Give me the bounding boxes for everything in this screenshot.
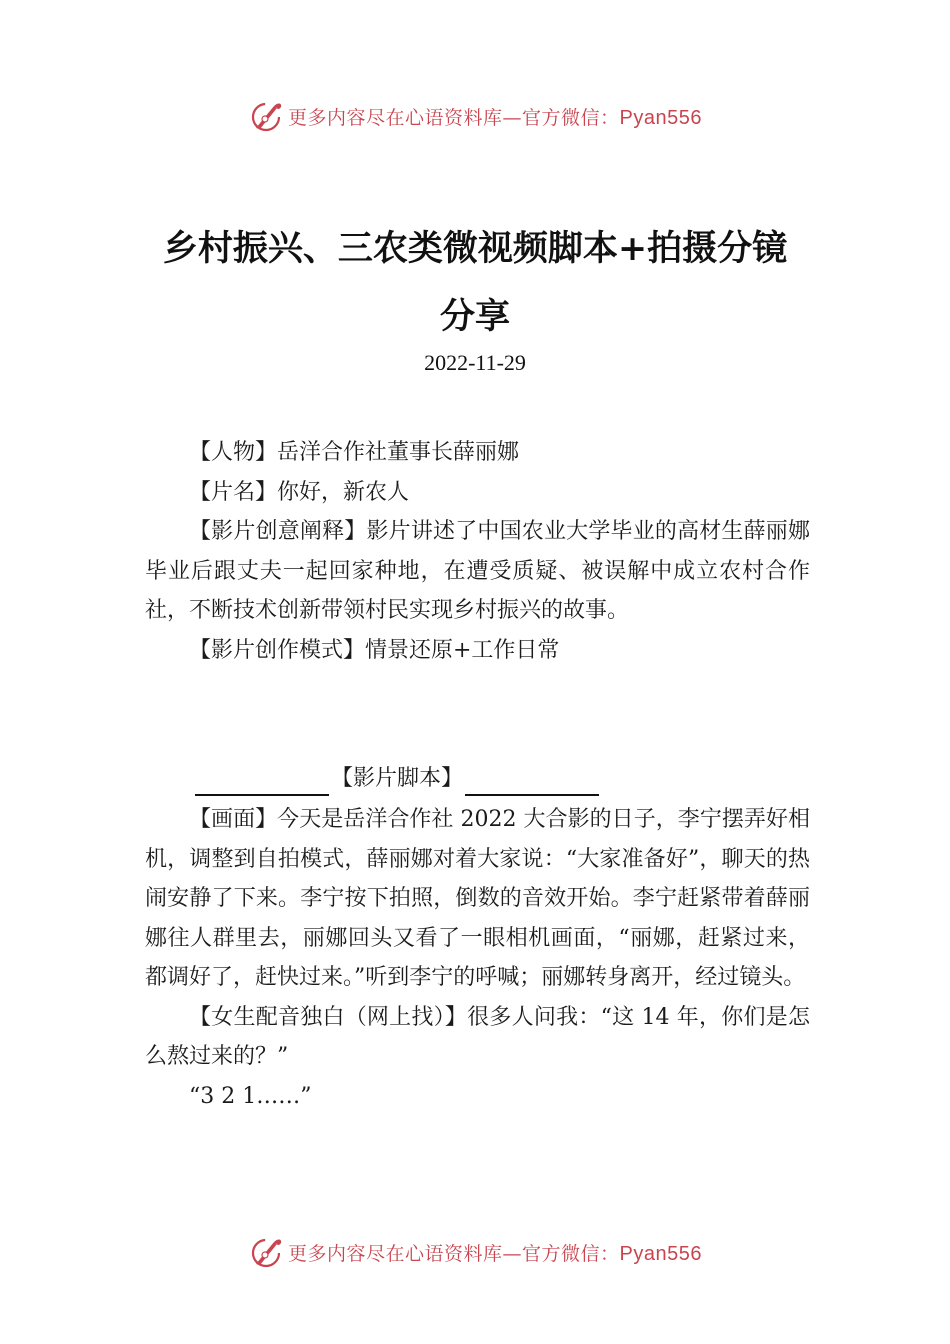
watermark-wechat-id: Pyan556 [619,1242,702,1265]
script-block [145,800,810,1116]
intro-creative-note: 【影片创意阐释】影片讲述了中国农业大学毕业的高材生薛丽娜毕业后跟丈夫一起回家种地，在遭受质疑、被误解中成立农村合作社，不断技术创新带领村民实现乡村振兴的故事。 [145,519,810,623]
script-scene-paragraph: 【画面】今天是岳洋合作社 2022 大合影的日子，李宁摆弄好相机，调整到自拍模式，薛丽娜对着大家说：“大家准备好”，聊天的热闹安静了下来。李宁按下拍照，倒数的音效开始。李宁赶紧带着薛丽娜往人群里去，丽娜回头又看了一眼相机画面，“丽娜，赶紧过来，都调好了，赶快过来。”听到李宁的呼喊；丽娜转身离开，经过镜头。 [145,807,810,990]
publish-date: 2022-11-29 [424,350,526,375]
section-heading-label: 【影片脚本】 [331,766,464,791]
intro-film-title: 【片名】你好，新农人 [189,479,410,505]
heading-rule-right [465,768,599,796]
page-title: 乡村振兴、三农类微视频脚本+拍摄分镜分享 [162,228,788,337]
heading-rule-left [195,768,329,796]
footer-watermark [0,1232,950,1272]
intro-characters: 【人物】岳洋合作社董事长薛丽娜 [189,440,520,465]
intro-block [145,433,810,670]
section-heading [195,760,599,796]
quill-pen-circle-icon [248,98,284,134]
script-countdown-line: “3 2 1……” [189,1083,312,1109]
script-voiceover-paragraph: 【女生配音独白（网上找）】很多人问我：“这 14 年，你们是怎么熬过来的？” [145,1004,810,1069]
watermark-wechat-id: Pyan556 [619,106,702,129]
watermark-cn-text: 更多内容尽在心语资料库—官方微信： [288,106,620,129]
watermark-cn-text: 更多内容尽在心语资料库—官方微信： [288,1242,620,1265]
intro-creation-mode: 【影片创作模式】情景还原+工作日常 [189,637,560,663]
quill-pen-circle-icon [248,1234,284,1270]
header-watermark [0,96,950,136]
